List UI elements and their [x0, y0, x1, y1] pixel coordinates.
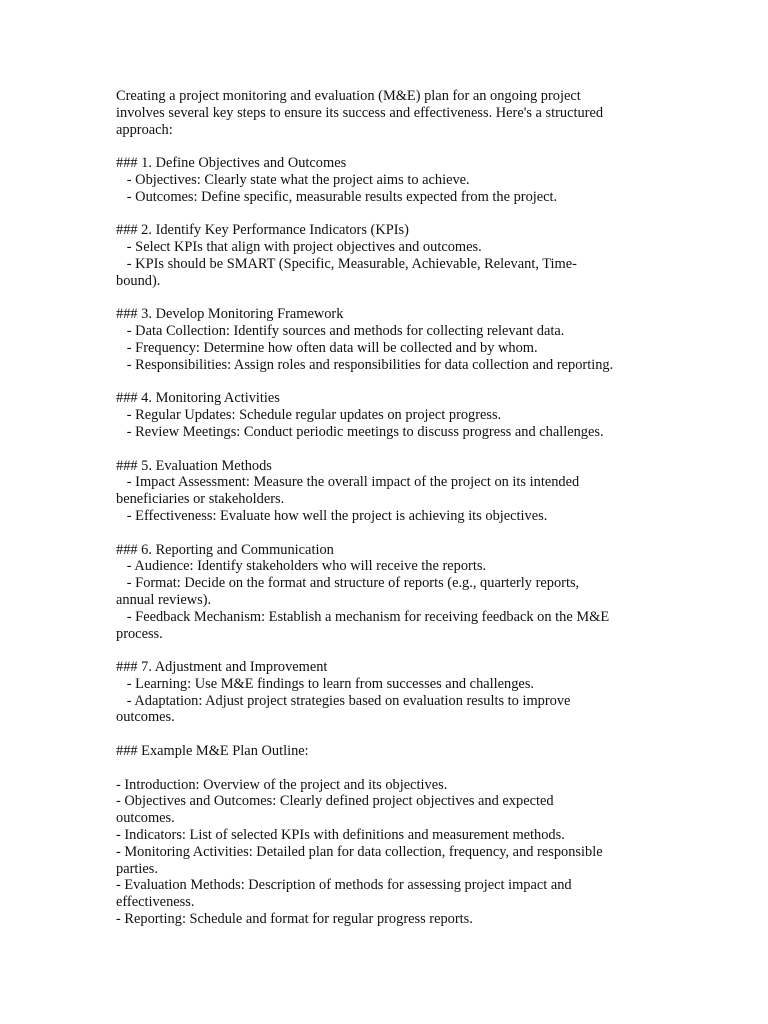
outline-item: - Objectives and Outcomes: Clearly defined project objectives and expected outcomes.: [116, 793, 554, 827]
section-item: - Outcomes: Define specific, measurable results expected from the project.: [116, 188, 558, 205]
outline-heading: ### Example M&E Plan Outline:: [116, 743, 309, 760]
section-heading: ### 7. Adjustment and Improvement: [116, 659, 328, 676]
spacer: [116, 441, 656, 458]
section-6: [116, 542, 656, 643]
spacer: [116, 525, 656, 542]
outline-item: - Reporting: Schedule and format for regular progress reports.: [116, 911, 473, 928]
section-item: - Adaptation: Adjust project strategies based on evaluation results to improve outcomes.: [116, 692, 571, 726]
section-heading: ### 1. Define Objectives and Outcomes: [116, 155, 347, 172]
section-item: - Review Meetings: Conduct periodic meetings to discuss progress and challenges.: [116, 423, 604, 440]
outline-section: [116, 743, 656, 928]
spacer: [116, 726, 656, 743]
spacer: [116, 290, 656, 307]
section-heading: ### 4. Monitoring Activities: [116, 390, 280, 407]
section-item: - Feedback Mechanism: Establish a mechanism for receiving feedback on the M&E process.: [116, 608, 610, 642]
spacer: [116, 374, 656, 391]
section-heading: ### 6. Reporting and Communication: [116, 541, 334, 558]
section-heading: ### 3. Develop Monitoring Framework: [116, 306, 344, 323]
section-item: - Format: Decide on the format and structure of reports (e.g., quarterly reports, annual reviews).: [116, 575, 580, 608]
section-item: - Select KPIs that align with project objectives and outcomes.: [116, 239, 482, 256]
section-1: [116, 155, 656, 205]
section-item: - Data Collection: Identify sources and methods for collecting relevant data.: [116, 323, 565, 340]
section-item: - Effectiveness: Evaluate how well the project is achieving its objectives.: [116, 507, 548, 524]
section-heading: ### 5. Evaluation Methods: [116, 457, 272, 474]
section-item: - Impact Assessment: Measure the overall impact of the project on its intended beneficiaries or stakeholders.: [116, 474, 580, 508]
section-item: - Frequency: Determine how often data will be collected and by whom.: [116, 339, 538, 356]
section-7: [116, 659, 656, 726]
section-item: - Regular Updates: Schedule regular updates on project progress.: [116, 407, 502, 424]
section-item: - Audience: Identify stakeholders who will receive the reports.: [116, 558, 487, 575]
outline-item: - Introduction: Overview of the project and its objectives.: [116, 776, 448, 793]
outline-item: - Evaluation Methods: Description of methods for assessing project impact and effectiveness.: [116, 877, 572, 911]
section-5: [116, 458, 656, 525]
section-item: - Objectives: Clearly state what the project aims to achieve.: [116, 171, 470, 188]
document-page: [116, 88, 656, 928]
intro-paragraph: Creating a project monitoring and evaluation (M&E) plan for an ongoing project involves several key steps to ensure its success and effectiveness. Here's a structured approach:: [116, 88, 604, 138]
spacer: [116, 760, 656, 777]
section-3: [116, 306, 656, 373]
section-item: - KPIs should be SMART (Specific, Measurable, Achievable, Relevant, Time- bound).: [116, 255, 577, 289]
section-2: [116, 222, 656, 289]
section-4: [116, 390, 656, 440]
spacer: [116, 206, 656, 223]
section-heading: ### 2. Identify Key Performance Indicators (KPIs): [116, 222, 409, 239]
outline-item: - Monitoring Activities: Detailed plan for data collection, frequency, and responsible parties.: [116, 843, 603, 877]
spacer: [116, 138, 656, 155]
section-item: - Responsibilities: Assign roles and responsibilities for data collection and reporting.: [116, 356, 614, 373]
section-item: - Learning: Use M&E findings to learn from successes and challenges.: [116, 675, 535, 692]
spacer: [116, 642, 656, 659]
outline-item: - Indicators: List of selected KPIs with definitions and measurement methods.: [116, 827, 565, 844]
